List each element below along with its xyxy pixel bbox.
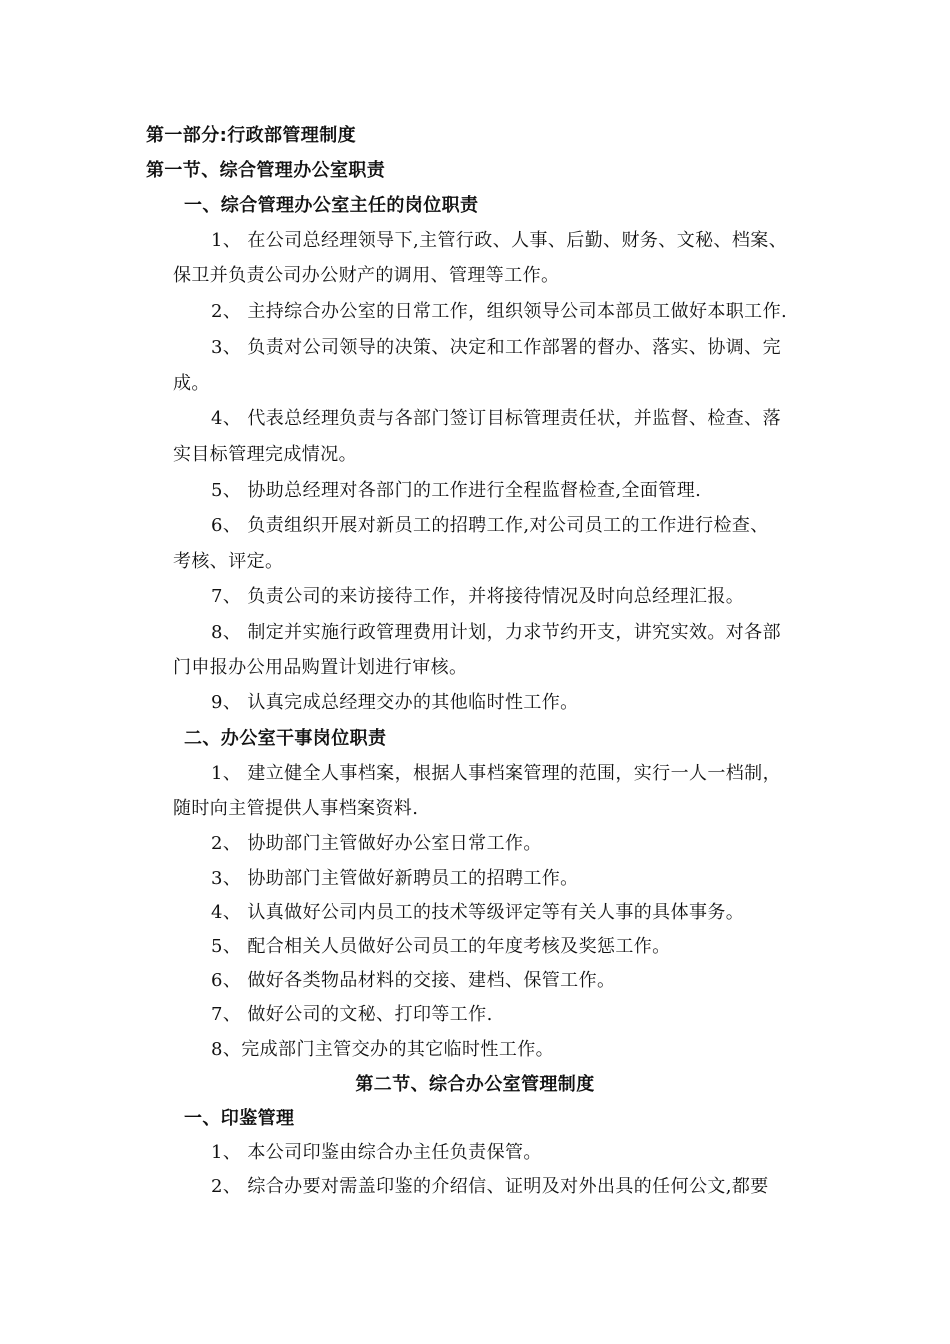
paragraph-line: 考核、评定。 xyxy=(173,551,284,572)
section-1-sub-1-title: 一、综合管理办公室主任的岗位职责 xyxy=(184,195,479,216)
paragraph-line: 1、 本公司印鉴由综合办主任负责保管。 xyxy=(211,1142,542,1163)
paragraph-line: 5、 配合相关人员做好公司员工的年度考核及奖惩工作。 xyxy=(211,936,671,957)
paragraph-line: 1、 建立健全人事档案，根据人事档案管理的范围，实行一人一档制， xyxy=(211,763,781,784)
paragraph-line: 2、 协助部门主管做好办公室日常工作。 xyxy=(211,833,542,854)
paragraph-line: 4、 代表总经理负责与各部门签订目标管理责任状，并监督、检查、落 xyxy=(211,408,781,429)
paragraph-line: 5、 协助总经理对各部门的工作进行全程监督检查,全面管理. xyxy=(211,480,702,501)
paragraph-line: 4、 认真做好公司内员工的技术等级评定等有关人事的具体事务。 xyxy=(211,902,745,923)
paragraph-line: 6、 做好各类物品材料的交接、建档、保管工作。 xyxy=(211,970,616,991)
section-2-sub-1-title: 一、印鉴管理 xyxy=(184,1108,295,1129)
paragraph-line: 8、完成部门主管交办的其它临时性工作。 xyxy=(211,1039,555,1060)
section-1-sub-2-title: 二、办公室干事岗位职责 xyxy=(184,728,387,749)
paragraph-line: 保卫并负责公司办公财产的调用、管理等工作。 xyxy=(173,265,560,286)
paragraph-line: 3、 负责对公司领导的决策、决定和工作部署的督办、落实、协调、完 xyxy=(211,337,781,358)
paragraph-line: 2、 主持综合办公室的日常工作，组织领导公司本部员工做好本职工作. xyxy=(211,301,788,322)
paragraph-line: 随时向主管提供人事档案资料. xyxy=(173,798,419,819)
paragraph-line: 2、 综合办要对需盖印鉴的介绍信、证明及对外出具的任何公文,都要 xyxy=(211,1176,769,1197)
paragraph-line: 实目标管理完成情况。 xyxy=(173,444,357,465)
section-1-title: 第一节、综合管理办公室职责 xyxy=(146,160,386,181)
paragraph-line: 1、 在公司总经理领导下,主管行政、人事、后勤、财务、文秘、档案、 xyxy=(211,230,788,251)
paragraph-line: 7、 做好公司的文秘、打印等工作. xyxy=(211,1004,493,1025)
paragraph-line: 9、 认真完成总经理交办的其他临时性工作。 xyxy=(211,692,579,713)
part-title: 第一部分:行政部管理制度 xyxy=(146,125,356,146)
paragraph-line: 门申报办公用品购置计划进行审核。 xyxy=(173,657,468,678)
paragraph-line: 6、 负责组织开展对新员工的招聘工作,对公司员工的工作进行检查、 xyxy=(211,515,769,536)
paragraph-line: 7、 负责公司的来访接待工作，并将接待情况及时向总经理汇报。 xyxy=(211,586,745,607)
paragraph-line: 成。 xyxy=(173,373,210,394)
paragraph-line: 8、 制定并实施行政管理费用计划，力求节约开支，讲究实效。对各部 xyxy=(211,622,781,643)
paragraph-line: 3、 协助部门主管做好新聘员工的招聘工作。 xyxy=(211,868,579,889)
section-2-title: 第二节、综合办公室管理制度 xyxy=(355,1074,595,1095)
